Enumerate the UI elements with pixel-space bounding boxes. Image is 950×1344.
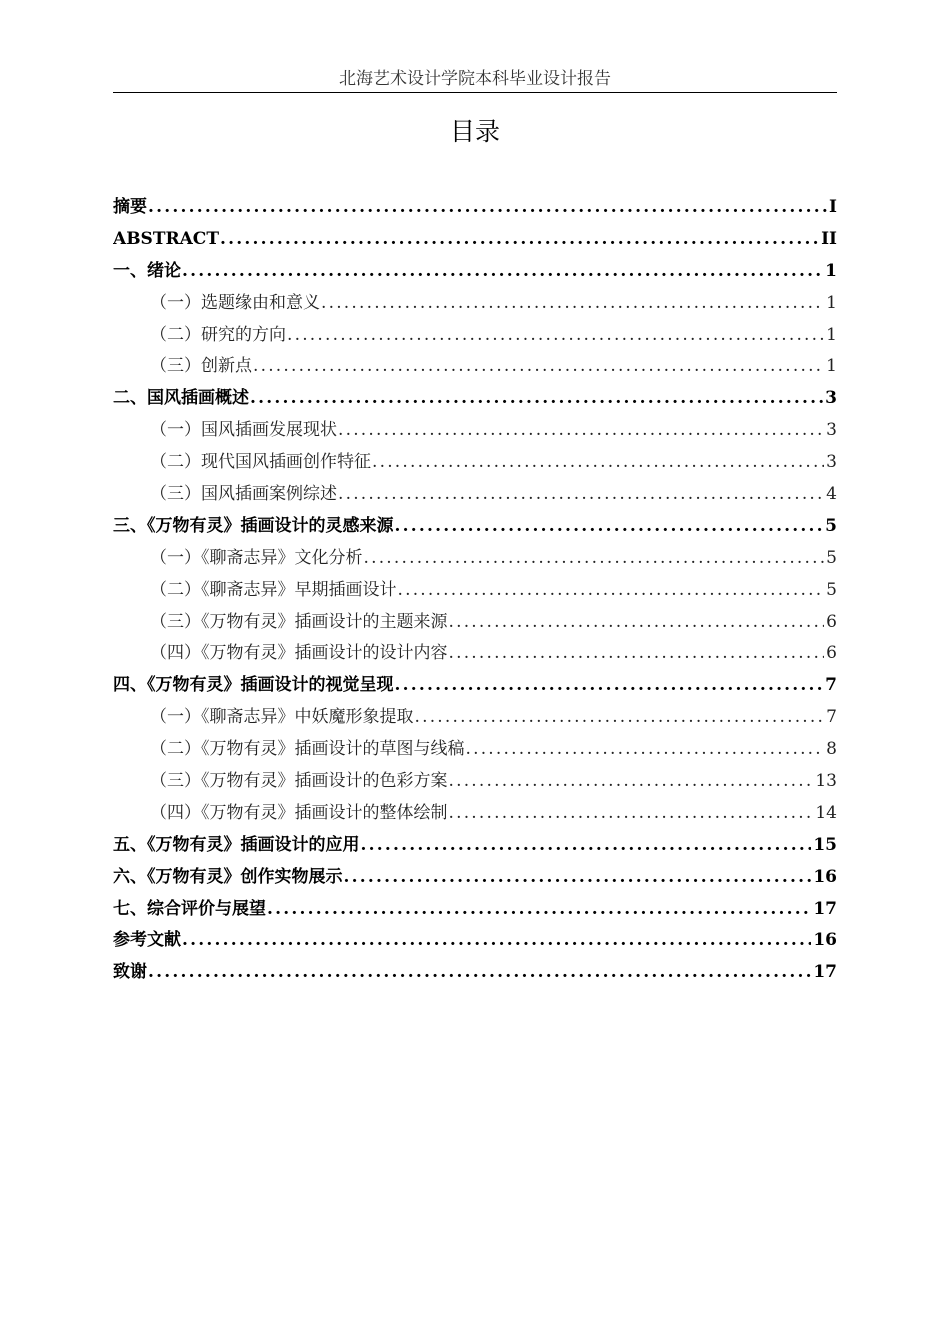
toc-entry-page: 7: [826, 707, 837, 728]
toc-entry-page: 15: [813, 834, 837, 855]
toc-entry-page: 6: [826, 611, 837, 632]
toc-entry[interactable]: [113, 607, 837, 639]
toc-entry-label: （三）国风插画案例综述: [150, 484, 337, 505]
page-title: 目录: [449, 117, 500, 146]
toc-entry-label: ABSTRACT: [113, 228, 219, 249]
toc-entry-label: （四）《万物有灵》插画设计的整体绘制: [150, 802, 448, 823]
toc-entry[interactable]: [113, 925, 837, 957]
toc-entry-label: （二）《万物有灵》插画设计的草图与线稿: [150, 739, 465, 760]
toc-entry-label: （一）选题缘由和意义: [150, 292, 320, 313]
toc-entry-label: （三）《万物有灵》插画设计的主题来源: [150, 611, 448, 632]
toc-entry-page: 6: [826, 643, 837, 664]
toc-entry-page: 1: [826, 292, 837, 313]
toc-entry-label: 三、《万物有灵》插画设计的灵感来源: [113, 515, 394, 536]
toc-entry[interactable]: [113, 511, 837, 543]
toc-entry[interactable]: [113, 798, 837, 830]
toc-entry[interactable]: [113, 862, 837, 894]
toc-entry-label: （三）创新点: [150, 356, 252, 377]
toc-entry-page: 1: [825, 260, 837, 281]
toc-entry-label: 二、国风插画概述: [113, 388, 249, 409]
toc-entry-page: 8: [826, 739, 837, 760]
toc-leader-dots: [448, 798, 814, 830]
toc-leader-dots: [448, 638, 825, 670]
toc-leader-dots: [371, 447, 824, 479]
toc-entry[interactable]: [113, 320, 837, 352]
toc-entry[interactable]: [113, 224, 837, 256]
toc-entry-page: 3: [826, 420, 837, 441]
toc-entry-page: 5: [826, 547, 837, 568]
toc-leader-dots: [343, 862, 812, 894]
table-of-contents: [113, 192, 837, 989]
toc-entry-page: 13: [815, 771, 837, 792]
toc-entry-page: 14: [815, 802, 837, 823]
toc-entry-label: （一）国风插画发展现状: [150, 420, 337, 441]
toc-entry[interactable]: [113, 415, 837, 447]
toc-leader-dots: [414, 702, 825, 734]
toc-entry[interactable]: [113, 447, 837, 479]
toc-entry[interactable]: [113, 256, 837, 288]
toc-leader-dots: [397, 575, 825, 607]
toc-leader-dots: [394, 511, 824, 543]
toc-leader-dots: [337, 415, 824, 447]
toc-entry-label: 四、《万物有灵》插画设计的视觉呈现: [113, 675, 394, 696]
toc-entry-page: 17: [813, 962, 837, 983]
toc-entry-page: 1: [826, 356, 837, 377]
toc-entry[interactable]: [113, 702, 837, 734]
toc-entry[interactable]: [113, 734, 837, 766]
toc-leader-dots: [320, 288, 824, 320]
toc-entry-page: I: [829, 197, 837, 217]
toc-entry-label: （二）现代国风插画创作特征: [150, 452, 371, 473]
toc-entry-page: 17: [813, 898, 837, 919]
toc-entry-label: 五、《万物有灵》插画设计的应用: [113, 834, 360, 855]
toc-entry-label: （二）研究的方向: [150, 324, 286, 345]
toc-entry-label: 致谢: [113, 962, 147, 983]
toc-leader-dots: [147, 957, 811, 989]
toc-entry-label: 七、综合评价与展望: [113, 898, 266, 919]
toc-entry-page: 5: [826, 579, 837, 600]
toc-entry[interactable]: [113, 351, 837, 383]
toc-leader-dots: [252, 351, 824, 383]
toc-entry-label: （一）《聊斋志异》中妖魔形象提取: [150, 707, 414, 728]
toc-entry-label: 摘要: [113, 197, 147, 217]
toc-leader-dots: [360, 830, 812, 862]
toc-entry[interactable]: [113, 957, 837, 989]
toc-entry[interactable]: [113, 192, 837, 224]
toc-leader-dots: [249, 383, 823, 415]
toc-entry[interactable]: [113, 575, 837, 607]
toc-entry-label: 一、绪论: [113, 260, 181, 281]
toc-entry-page: 1: [826, 324, 837, 345]
toc-entry-page: II: [821, 228, 837, 249]
toc-leader-dots: [286, 320, 824, 352]
toc-leader-dots: [181, 925, 811, 957]
toc-leader-dots: [219, 224, 819, 256]
toc-leader-dots: [266, 894, 811, 926]
page-header: 北海艺术设计学院本科毕业设计报告: [113, 66, 837, 93]
toc-entry-page: 4: [826, 484, 837, 505]
toc-leader-dots: [363, 543, 825, 575]
toc-leader-dots: [181, 256, 823, 288]
toc-leader-dots: [448, 607, 825, 639]
toc-entry[interactable]: [113, 383, 837, 415]
toc-entry-page: 3: [826, 452, 837, 473]
toc-leader-dots: [394, 670, 824, 702]
toc-leader-dots: [465, 734, 825, 766]
toc-entry-page: 7: [825, 675, 837, 696]
toc-leader-dots: [337, 479, 824, 511]
toc-entry-label: 六、《万物有灵》创作实物展示: [113, 866, 343, 887]
toc-leader-dots: [448, 766, 814, 798]
toc-entry[interactable]: [113, 288, 837, 320]
toc-entry-page: 16: [813, 930, 837, 951]
toc-entry-label: （四）《万物有灵》插画设计的设计内容: [150, 643, 448, 664]
toc-entry[interactable]: [113, 479, 837, 511]
toc-entry[interactable]: [113, 543, 837, 575]
toc-entry[interactable]: [113, 894, 837, 926]
toc-entry[interactable]: [113, 670, 837, 702]
toc-entry[interactable]: [113, 638, 837, 670]
toc-entry-label: （二）《聊斋志异》早期插画设计: [150, 579, 397, 600]
toc-entry-label: 参考文献: [113, 930, 181, 951]
toc-entry-page: 3: [825, 388, 837, 409]
toc-entry-page: 5: [825, 515, 837, 536]
toc-entry-label: （三）《万物有灵》插画设计的色彩方案: [150, 771, 448, 792]
toc-entry[interactable]: [113, 766, 837, 798]
toc-leader-dots: [147, 192, 827, 224]
toc-entry-page: 16: [813, 866, 837, 887]
toc-entry[interactable]: [113, 830, 837, 862]
toc-entry-label: （一）《聊斋志异》文化分析: [150, 547, 363, 568]
